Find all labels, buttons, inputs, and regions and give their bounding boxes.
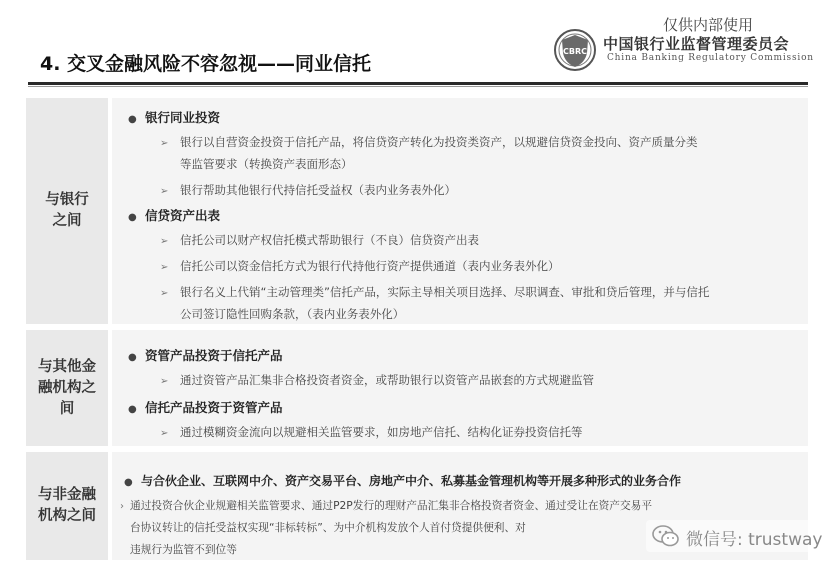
bullet-dot-icon: ● bbox=[128, 212, 137, 223]
section-label bbox=[26, 98, 108, 324]
sub-point: ➢ 银行帮助其他银行代持信托受益权（表内业务表外化） bbox=[160, 183, 456, 197]
org-name-cn: 中国银行业监督管理委员会 bbox=[603, 35, 790, 53]
sub-point: › 通过投资合伙企业规避相关监管要求、通过P2P发行的理财产品汇集非合格投资者资金、通过受让在资产交易平 bbox=[120, 499, 653, 512]
sub-point-continuation: 违规行为监管不到位等 bbox=[130, 543, 237, 556]
section-label-line: 与非金融 bbox=[38, 487, 96, 503]
bullet-dot-icon: ● bbox=[128, 352, 137, 363]
arrow-bullet-icon: ➢ bbox=[160, 186, 169, 197]
section-label-line: 之间 bbox=[52, 213, 82, 229]
bullet-heading: ● 信托产品投资于资管产品 bbox=[128, 400, 283, 415]
bullet-heading: ● 资管产品投资于信托产品 bbox=[128, 348, 283, 363]
bullet-heading: ● 银行同业投资 bbox=[128, 110, 221, 125]
arrow-bullet-icon: ➢ bbox=[160, 236, 169, 247]
sub-point: ➢ 银行名义上代销“主动管理类”信托产品，实际主导相关项目选择、尽职调查、审批和贷后管理，并与信托 bbox=[160, 285, 710, 299]
section-label-line: 融机构之 bbox=[38, 379, 96, 396]
arrow-bullet-icon: ➢ bbox=[160, 428, 169, 439]
sub-point: ➢ 通过资管产品汇集非合格投资者资金，或帮助银行以资管产品嵌套的方式规避监管 bbox=[160, 373, 594, 387]
section-body bbox=[112, 98, 808, 324]
section-label bbox=[26, 452, 108, 560]
sub-point-continuation: 台协议转让的信托受益权实现“非标转标”、为中介机构发放个人首付贷提供便利、对 bbox=[130, 521, 526, 534]
internal-use-note: 仅供内部使用 bbox=[663, 16, 754, 34]
sub-point: ➢ 信托公司以资金信托方式为银行代持他行资产提供通道（表内业务表外化） bbox=[160, 259, 560, 273]
sub-point-continuation: 公司签订隐性回购条款，（表内业务表外化） bbox=[180, 307, 405, 321]
arrow-bullet-icon: ➢ bbox=[160, 138, 169, 149]
header-divider-thin bbox=[28, 86, 808, 87]
page-title: 4. 交叉金融风险不容忽视——同业信托 bbox=[40, 53, 372, 75]
bullet-dot-icon: ● bbox=[128, 404, 137, 415]
arrow-bullet-icon: › bbox=[120, 501, 124, 512]
logo-text: CBRC bbox=[563, 47, 587, 56]
sub-point: ➢ 银行以自营资金投资于信托产品，将信贷资产转化为投资类资产，以规避信贷资金投向、资产质量分类 bbox=[160, 135, 698, 149]
section-body bbox=[112, 330, 808, 446]
arrow-bullet-icon: ➢ bbox=[160, 262, 169, 273]
section-label-line: 与银行 bbox=[45, 192, 89, 208]
cbrc-logo-icon bbox=[552, 28, 598, 72]
section-label-line: 间 bbox=[59, 400, 75, 417]
bullet-dot-icon: ● bbox=[128, 114, 137, 125]
org-name-en: China Banking Regulatory Commission bbox=[607, 53, 814, 63]
bullet-heading: ● 信贷资产出表 bbox=[128, 208, 221, 223]
slide-header bbox=[0, 0, 834, 86]
sub-point-continuation: 等监管要求（转换资产表面形态） bbox=[180, 157, 353, 171]
section-label-line: 与其他金 bbox=[38, 358, 96, 375]
sub-point: ➢ 信托公司以财产权信托模式帮助银行（不良）信贷资产出表 bbox=[160, 233, 479, 247]
bullet-heading: ● 与合伙企业、互联网中介、资产交易平台、房地产中介、私募基金管理机构等开展多种形式的业务合作 bbox=[124, 474, 682, 488]
sub-point: ➢ 通过模糊资金流向以规避相关监管要求，如房地产信托、结构化证券投资信托等 bbox=[160, 425, 583, 439]
section-with-banks bbox=[26, 98, 808, 324]
arrow-bullet-icon: ➢ bbox=[160, 288, 169, 299]
wechat-id: 微信号: trustway bbox=[686, 530, 823, 550]
bullet-dot-icon: ● bbox=[124, 477, 133, 488]
arrow-bullet-icon: ➢ bbox=[160, 376, 169, 387]
wechat-watermark bbox=[646, 520, 828, 552]
wechat-icon bbox=[652, 525, 680, 547]
section-label bbox=[26, 330, 108, 446]
header-divider bbox=[28, 82, 808, 85]
section-label-line: 机构之间 bbox=[38, 508, 96, 524]
section-with-other-financial-institutions bbox=[26, 330, 808, 446]
